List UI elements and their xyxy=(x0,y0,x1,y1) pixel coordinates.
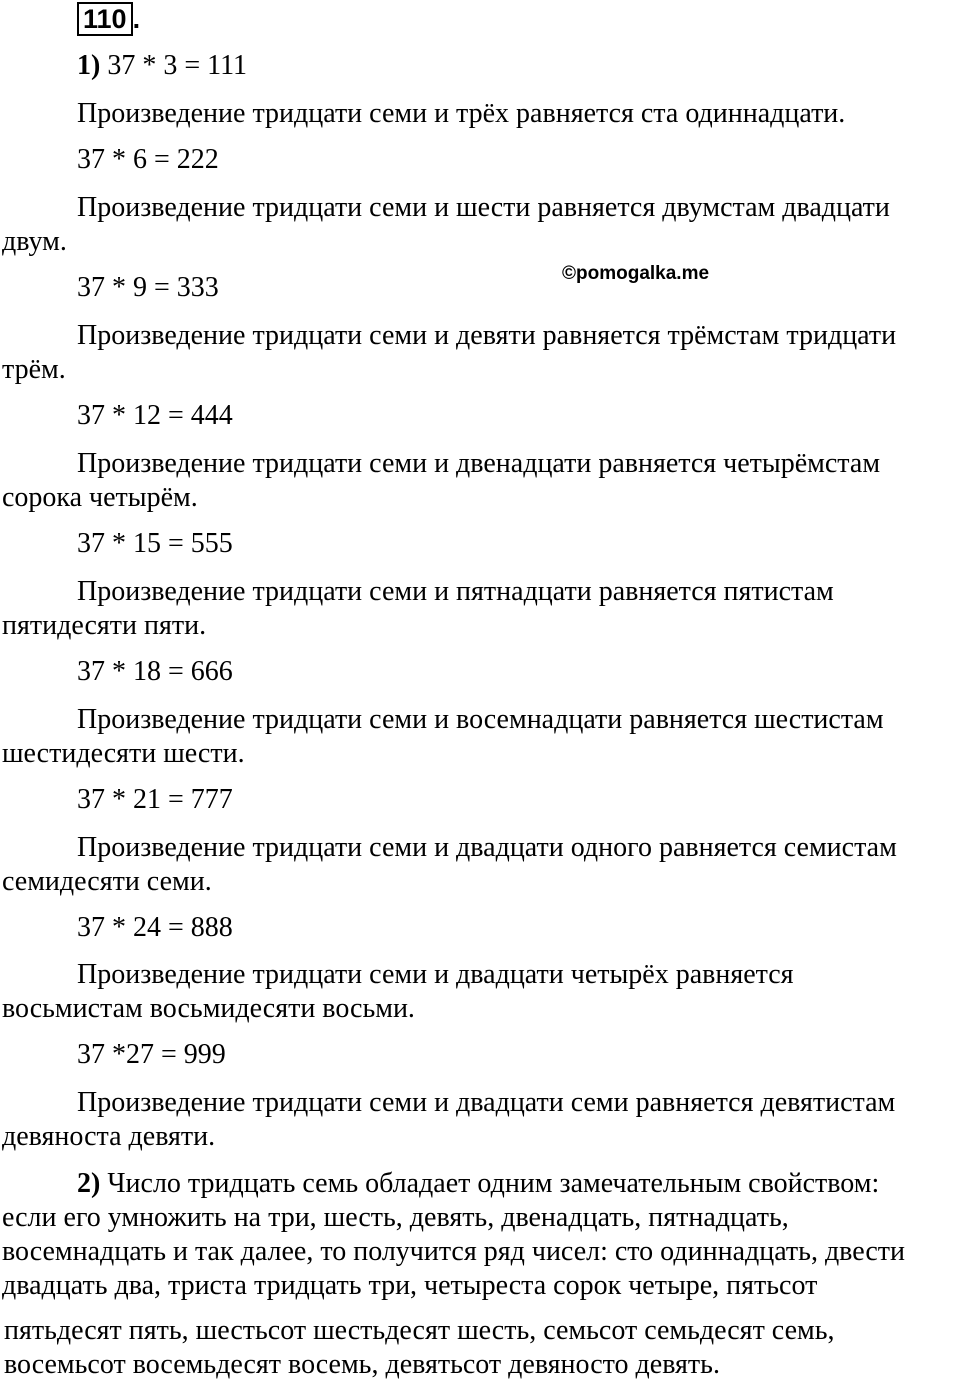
paragraph-continuation: шестидесяти шести. xyxy=(2,738,245,769)
task-number xyxy=(77,2,140,36)
paragraph-line: Произведение тридцати семи и шести равняется двумстам двадцати xyxy=(77,192,890,223)
paragraph-line: Произведение тридцати семи и трёх равняется ста одиннадцати. xyxy=(77,98,846,129)
equation-text: 37 * 3 = 111 xyxy=(107,50,248,81)
equation-line: 37 * 6 = 222 xyxy=(77,144,219,175)
equation-line: 37 * 9 = 333 xyxy=(77,272,219,303)
paragraph-continuation: восемнадцать и так далее, то получится ряд чисел: сто одиннадцать, двести xyxy=(2,1236,906,1267)
watermark: ©pomogalka.me xyxy=(562,263,710,284)
part1-first-equation xyxy=(77,49,247,83)
paragraph-line: Произведение тридцати семи и двенадцати равняется четырёмстам xyxy=(77,448,881,479)
paragraph-continuation: двадцать два, триста тридцать три, четыреста сорок четыре, пятьсот xyxy=(2,1270,818,1301)
paragraph-continuation: двум. xyxy=(2,226,67,257)
paragraph-line: Произведение тридцати семи и двадцати четырёх равняется xyxy=(77,959,794,990)
paragraph-continuation: восемьсот восемьдесят восемь, девятьсот девяносто девять. xyxy=(4,1349,720,1380)
equation-line: 37 * 15 = 555 xyxy=(77,528,233,559)
paragraph-continuation: пятидесяти пяти. xyxy=(2,610,207,641)
paragraph-continuation: трём. xyxy=(2,354,66,385)
paragraph-text: Число тридцать семь обладает одним замечательным свойством: xyxy=(107,1168,880,1199)
part1-marker: 1) xyxy=(77,50,101,81)
paragraph-line: Произведение тридцати семи и девяти равняется трёмстам тридцати xyxy=(77,320,897,351)
equation-line: 37 * 18 = 666 xyxy=(77,656,233,687)
equation-line: 37 * 21 = 777 xyxy=(77,784,233,815)
equation-line: 37 * 12 = 444 xyxy=(77,400,233,431)
paragraph-continuation: девяноста девяти. xyxy=(2,1121,216,1152)
equation-line: 37 * 24 = 888 xyxy=(77,912,233,943)
task-number-box: 110 xyxy=(77,2,133,36)
paragraph-continuation: семидесяти семи. xyxy=(2,866,212,897)
paragraph-continuation: если его умножить на три, шесть, девять, двенадцать, пятнадцать, xyxy=(2,1202,789,1233)
paragraph-continuation: восьмистам восьмидесяти восьми. xyxy=(2,993,415,1024)
paragraph-line: Произведение тридцати семи и двадцати семи равняется девятистам xyxy=(77,1087,896,1118)
part2-first-line xyxy=(77,1167,879,1201)
paragraph-continuation: сорока четырём. xyxy=(2,482,198,513)
paragraph-line: Произведение тридцати семи и двадцати одного равняется семистам xyxy=(77,832,897,863)
paragraph-line: Произведение тридцати семи и пятнадцати равняется пятистам xyxy=(77,576,834,607)
paragraph-continuation: пятьдесят пять, шестьсот шестьдесят шесть, семьсот семьдесят семь, xyxy=(4,1315,835,1346)
equation-line: 37 *27 = 999 xyxy=(77,1039,226,1070)
paragraph-line: Произведение тридцати семи и восемнадцати равняется шестистам xyxy=(77,704,884,735)
task-number-suffix: . xyxy=(132,4,141,34)
part2-marker: 2) xyxy=(77,1168,101,1199)
